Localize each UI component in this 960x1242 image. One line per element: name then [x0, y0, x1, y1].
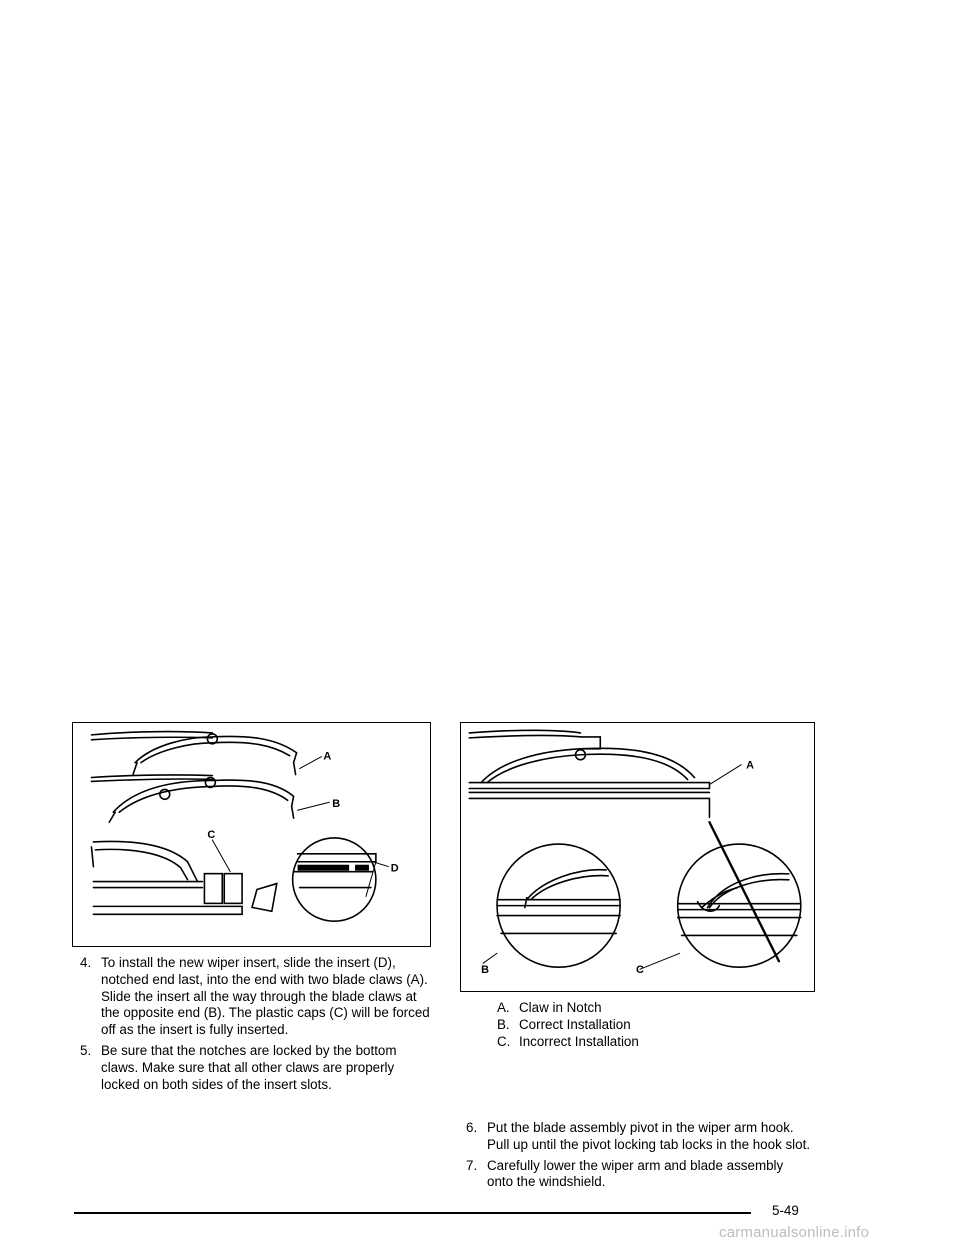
- label-c: C: [636, 964, 644, 977]
- legend-item: [497, 1034, 639, 1051]
- step-text: To install the new wiper insert, slide the insert (D), notched end last, into the end with two blade claws (A). Slide the insert all the way through the blade claws at the opposite end (B). The plastic caps (C) will be forced off as the insert is fully inserted.: [101, 955, 430, 1038]
- legend-text: Correct Installation: [519, 1016, 631, 1032]
- label-a: A: [323, 750, 332, 763]
- legend-text: Claw in Notch: [519, 1000, 602, 1015]
- installation-steps-left: [80, 955, 430, 1097]
- blade-installation-illustration: [460, 722, 815, 992]
- legend-key: C.: [497, 1033, 511, 1049]
- page-number: 5-49: [772, 1203, 799, 1218]
- step-text: Put the blade assembly pivot in the wiper arm hook. Pull up until the pivot locking tab locks in the hook slot.: [487, 1120, 811, 1152]
- label-b: B: [481, 964, 490, 977]
- blade-installation-drawing: [461, 723, 814, 991]
- label-b: B: [332, 798, 341, 811]
- step-item: [80, 1043, 430, 1093]
- legend-text: Incorrect Installation: [519, 1033, 639, 1049]
- step-number: 6.: [466, 1120, 478, 1135]
- step-item: [466, 1158, 811, 1192]
- step-number: 4.: [80, 955, 92, 970]
- figure-legend: [497, 1000, 639, 1050]
- installation-steps-right: [466, 1120, 811, 1195]
- legend-key: A.: [497, 1000, 510, 1015]
- step-item: [80, 955, 430, 1039]
- step-number: 5.: [80, 1042, 92, 1058]
- legend-item: [497, 1017, 639, 1034]
- wiper-insert-illustration: [72, 722, 431, 947]
- step-text: Carefully lower the wiper arm and blade assembly onto the windshield.: [487, 1157, 784, 1190]
- wiper-insert-drawing: [73, 723, 430, 946]
- step-number: 7.: [466, 1157, 478, 1173]
- watermark: carmanualsonline.info: [719, 1224, 870, 1241]
- label-a: A: [746, 759, 755, 772]
- legend-item: [497, 1000, 639, 1017]
- step-text: Be sure that the notches are locked by the bottom claws. Make sure that all other claws are properly locked on both sides of the insert slots.: [101, 1042, 397, 1092]
- footer-rule: [74, 1212, 751, 1214]
- legend-key: B.: [497, 1016, 510, 1032]
- label-d: D: [390, 862, 399, 875]
- label-c: C: [207, 828, 216, 841]
- step-item: [466, 1120, 811, 1154]
